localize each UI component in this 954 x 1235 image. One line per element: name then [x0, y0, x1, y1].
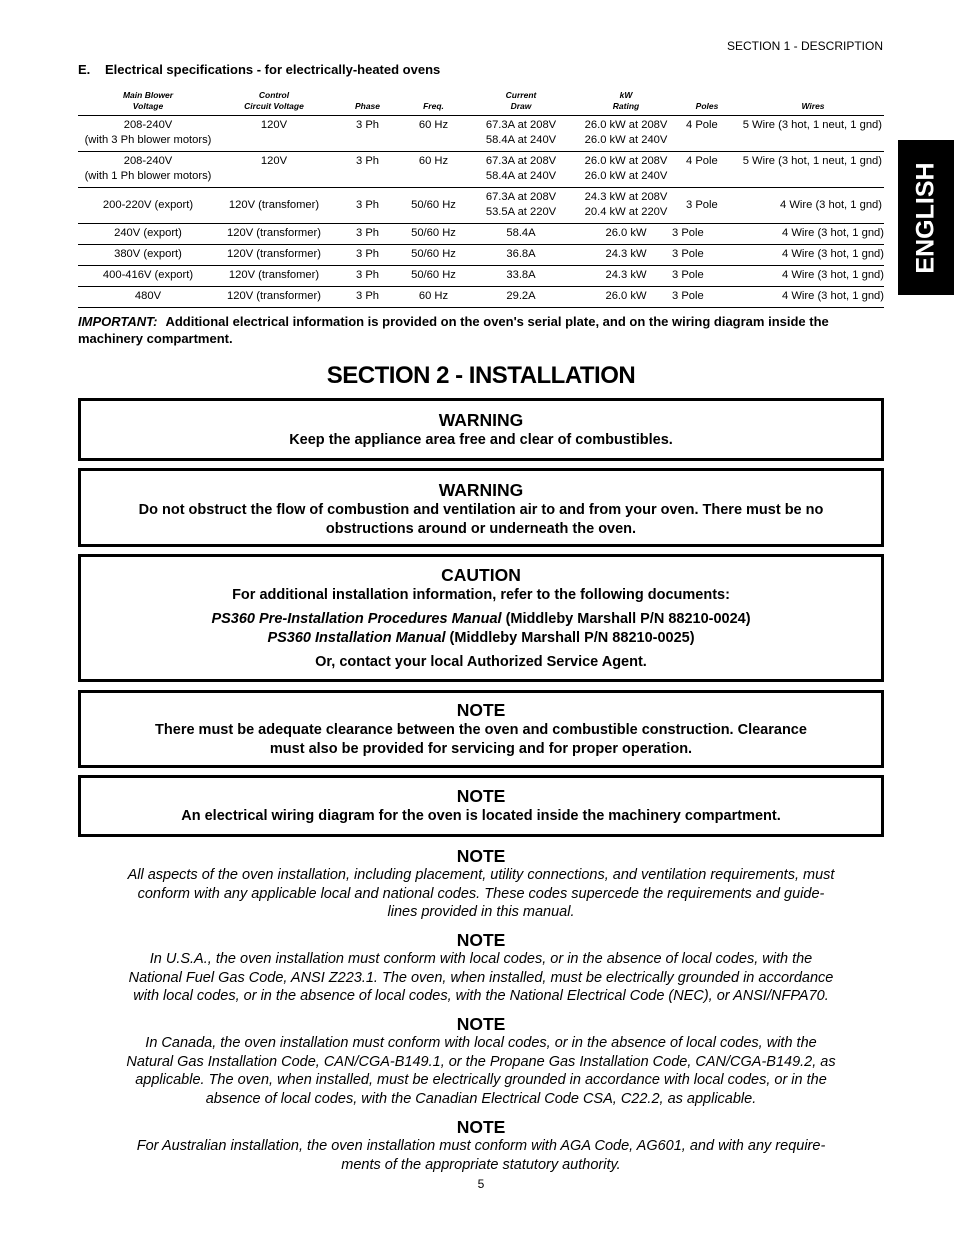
cell-phase: 3 Ph [330, 266, 405, 287]
cell-poles: 4 Pole [672, 152, 742, 188]
cell-voltage: 380V (export) [78, 245, 218, 266]
cell-kw: 24.3 kW at 208V 20.4 kW at 220V [580, 188, 672, 224]
warning-body: Keep the appliance area free and clear of combustibles. [289, 432, 673, 448]
header-phase: Phase [330, 88, 405, 116]
cell-freq: 50/60 Hz [405, 266, 462, 287]
note-block [78, 1117, 884, 1174]
note-line: ments of the appropriate statutory authority. [341, 1156, 621, 1173]
cell-control: 120V (transfomer) [218, 266, 330, 287]
cell-voltage: 200-220V (export) [78, 188, 218, 224]
warning-box [78, 398, 884, 461]
header-poles: Poles [672, 88, 742, 116]
cell-phase: 3 Ph [330, 188, 405, 224]
cell-freq: 50/60 Hz [405, 188, 462, 224]
note-title: NOTE [456, 1117, 506, 1137]
header-control-circuit-voltage: Control Circuit Voltage [218, 88, 330, 116]
caution-box [78, 554, 884, 682]
subsection-heading [78, 62, 440, 77]
cell-voltage: 208-240V (with 1 Ph blower motors) [78, 152, 218, 188]
doc-part-number: (Middleby Marshall P/N 88210-0025) [445, 630, 695, 646]
table-header-row [78, 88, 884, 116]
subsection-letter: E. [78, 62, 91, 77]
note-line: with local codes, or in the absence of local codes, with the National Electrical Code (NEC), or ANSI/NFPA70. [133, 988, 829, 1004]
doc-part-number: (Middleby Marshall P/N 88210-0024) [501, 611, 751, 627]
table-row [78, 224, 884, 245]
cell-freq: 50/60 Hz [405, 245, 462, 266]
table-row [78, 245, 884, 266]
note-body-line: There must be adequate clearance between the oven and combustible construction. Clearance [155, 722, 807, 738]
caution-intro: For additional installation information, refer to the following documents: [232, 587, 730, 603]
cell-voltage: 480V [78, 287, 218, 308]
note-body-line: must also be provided for servicing and for proper operation. [269, 741, 693, 757]
warning-box [78, 468, 884, 547]
warning-title: WARNING [438, 480, 524, 500]
cell-voltage: 208-240V (with 3 Ph blower motors) [78, 116, 218, 152]
note-line: lines provided in this manual. [387, 904, 575, 920]
cell-control: 120V [218, 152, 330, 188]
note-title: NOTE [456, 1014, 506, 1034]
note-title: NOTE [456, 786, 506, 806]
cell-kw: 24.3 kW [580, 266, 672, 287]
caution-contact: Or, contact your local Authorized Service Agent. [315, 654, 647, 670]
cell-wires: 4 Wire (3 hot, 1 gnd) [742, 188, 884, 224]
important-text: Additional electrical information is provided on the oven's serial plate, and on the wiring diagram inside the machinery compartment. [78, 314, 829, 346]
cell-control: 120V (transformer) [218, 224, 330, 245]
warning-title: WARNING [438, 410, 524, 430]
cell-phase: 3 Ph [330, 287, 405, 308]
cell-voltage: 240V (export) [78, 224, 218, 245]
note-line: All aspects of the oven installation, including placement, utility connections, and ventilation requirements, must [127, 867, 835, 883]
note-line: In Canada, the oven installation must conform with local codes, or in the absence of local codes, with the [145, 1035, 817, 1051]
table-row [78, 188, 884, 224]
cell-freq: 60 Hz [405, 152, 462, 188]
table-row [78, 152, 884, 188]
cell-kw: 26.0 kW at 208V 26.0 kW at 240V [580, 152, 672, 188]
cell-poles: 3 Pole [672, 224, 742, 245]
cell-phase: 3 Ph [330, 116, 405, 152]
cell-control: 120V (transformer) [218, 287, 330, 308]
cell-freq: 50/60 Hz [405, 224, 462, 245]
cell-control: 120V (transfomer) [218, 188, 330, 224]
cell-wires: 4 Wire (3 hot, 1 gnd) [742, 266, 884, 287]
cell-current: 33.8A [462, 266, 580, 287]
header-kw-rating: kW Rating [580, 88, 672, 116]
note-line: For Australian installation, the oven installation must conform with AGA Code, AG601, and with any require- [136, 1138, 826, 1154]
caution-title: CAUTION [441, 565, 521, 585]
doc-title: PS360 Pre-Installation Procedures Manual [211, 611, 502, 627]
cell-wires: 5 Wire (3 hot, 1 neut, 1 gnd) [742, 116, 884, 152]
cell-current: 36.8A [462, 245, 580, 266]
cell-phase: 3 Ph [330, 152, 405, 188]
cell-wires: 4 Wire (3 hot, 1 gnd) [742, 245, 884, 266]
note-line: conform with any applicable local and national codes. These codes supercede the requirements and guide- [137, 885, 825, 902]
cell-poles: 4 Pole [672, 116, 742, 152]
cell-poles: 3 Pole [672, 287, 742, 308]
cell-kw: 26.0 kW [580, 287, 672, 308]
note-line: National Fuel Gas Code, ANSI Z223.1. The oven, when installed, must be electrically grounded in accordance [128, 969, 834, 986]
cell-wires: 4 Wire (3 hot, 1 gnd) [742, 287, 884, 308]
header-main-blower-voltage: Main Blower Voltage [78, 88, 218, 116]
subsection-title: Electrical specifications - for electrically-heated ovens [105, 62, 441, 77]
cell-kw: 24.3 kW [580, 245, 672, 266]
note-block [78, 1014, 884, 1108]
section-header: SECTION 1 - DESCRIPTION [726, 39, 883, 53]
page-number: 5 [477, 1177, 485, 1191]
note-title: NOTE [456, 930, 506, 950]
cell-current: 29.2A [462, 287, 580, 308]
cell-wires: 5 Wire (3 hot, 1 neut, 1 gnd) [742, 152, 884, 188]
note-block [78, 846, 884, 922]
cell-poles: 3 Pole [672, 188, 742, 224]
note-block [78, 930, 884, 1006]
warning-body-line: obstructions around or underneath the oven. [325, 521, 637, 537]
cell-phase: 3 Ph [330, 245, 405, 266]
note-line: applicable. The oven, when installed, must be electrically grounded in accordance with local codes, or in the [135, 1072, 827, 1088]
cell-voltage: 400-416V (export) [78, 266, 218, 287]
language-tab-label: ENGLISH [911, 161, 940, 274]
cell-kw: 26.0 kW [580, 224, 672, 245]
table-row [78, 287, 884, 308]
table-row [78, 116, 884, 152]
note-box [78, 690, 884, 768]
caution-doc-2 [81, 629, 881, 648]
caution-doc-1 [81, 610, 881, 629]
table-row [78, 266, 884, 287]
warning-body-line: Do not obstruct the flow of combustion and ventilation air to and from your oven. There must be no [138, 502, 824, 518]
cell-poles: 3 Pole [672, 266, 742, 287]
note-body: An electrical wiring diagram for the oven is located inside the machinery compartment. [181, 808, 781, 824]
note-line: Natural Gas Installation Code, CAN/CGA-B149.1, or the Propane Gas Installation Code, CAN/CGA-B149.2, as [126, 1053, 836, 1070]
header-wires: Wires [742, 88, 884, 116]
note-line: absence of local codes, with the Canadian Electrical Code CSA, C22.2, as applicable. [205, 1090, 757, 1107]
cell-current: 58.4A [462, 224, 580, 245]
cell-poles: 3 Pole [672, 245, 742, 266]
language-tab [898, 140, 954, 295]
cell-phase: 3 Ph [330, 224, 405, 245]
cell-current: 67.3A at 208V 53.5A at 220V [462, 188, 580, 224]
cell-freq: 60 Hz [405, 116, 462, 152]
note-title: NOTE [456, 846, 506, 866]
cell-control: 120V [218, 116, 330, 152]
header-freq: Freq. [405, 88, 462, 116]
cell-current: 67.3A at 208V 58.4A at 240V [462, 116, 580, 152]
doc-title: PS360 Installation Manual [267, 630, 446, 646]
cell-control: 120V (transformer) [218, 245, 330, 266]
cell-kw: 26.0 kW at 208V 26.0 kW at 240V [580, 116, 672, 152]
note-line: In U.S.A., the oven installation must conform with local codes, or in the absence of local codes, with the [149, 951, 813, 967]
important-label: IMPORTANT: [78, 314, 158, 329]
cell-wires: 4 Wire (3 hot, 1 gnd) [742, 224, 884, 245]
note-box [78, 775, 884, 837]
note-title: NOTE [456, 700, 506, 720]
important-notice [78, 313, 888, 347]
cell-freq: 60 Hz [405, 287, 462, 308]
cell-current: 67.3A at 208V 58.4A at 240V [462, 152, 580, 188]
section-title: SECTION 2 - INSTALLATION [326, 362, 636, 389]
header-current-draw: Current Draw [462, 88, 580, 116]
electrical-spec-table [78, 88, 884, 308]
